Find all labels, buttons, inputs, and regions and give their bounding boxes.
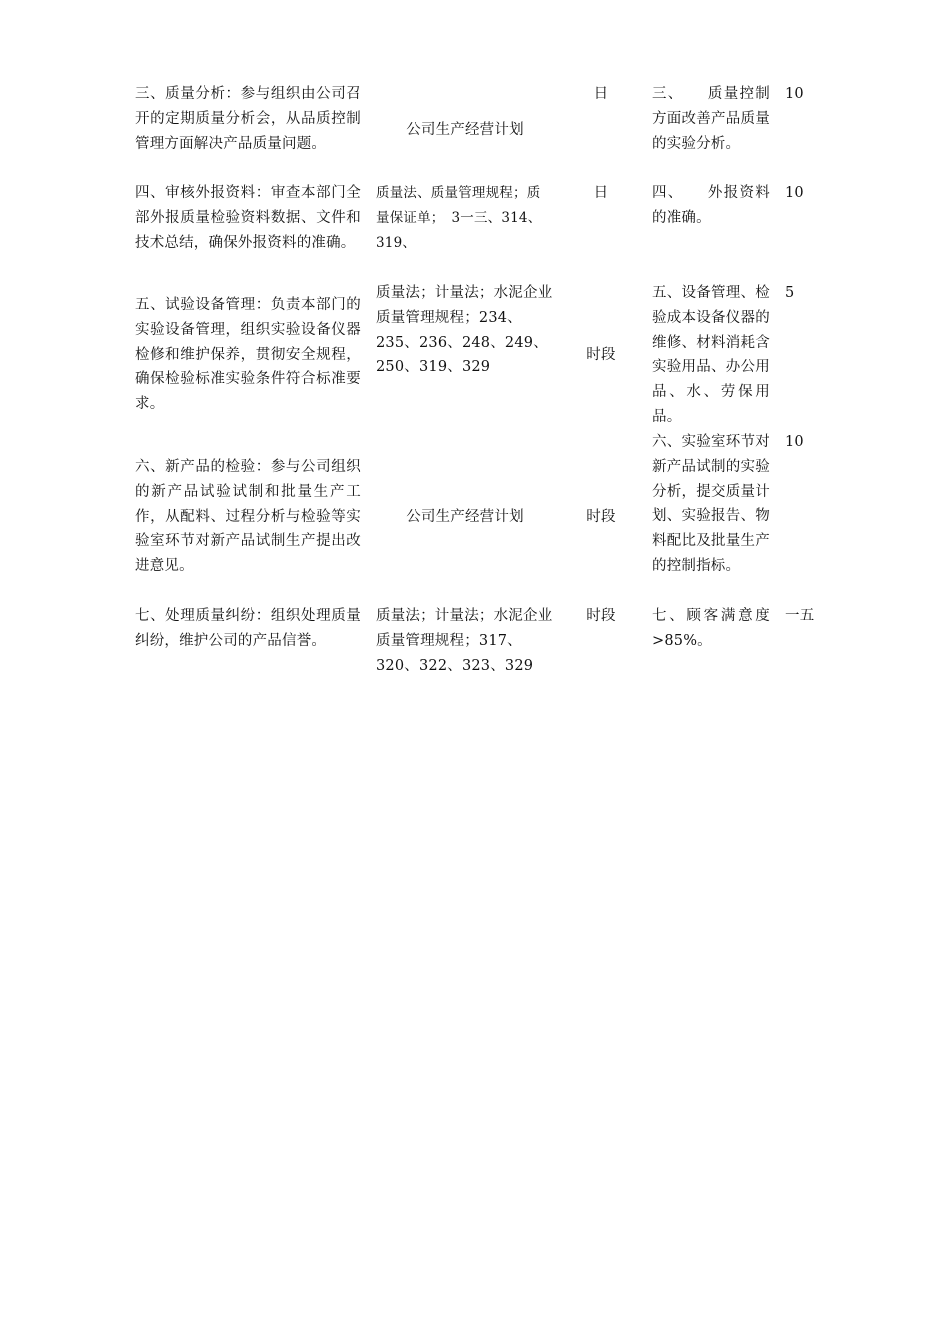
basis-cell [376, 181, 554, 255]
frequency-cell [576, 181, 626, 206]
frequency-cell [576, 82, 626, 107]
score-cell [785, 82, 845, 107]
frequency-cell [576, 505, 626, 530]
score-text: 10 [785, 434, 804, 450]
target-cell [652, 430, 770, 579]
duty-cell [135, 455, 361, 579]
frequency-text: 时段 [586, 347, 616, 363]
basis-cell [376, 281, 554, 380]
basis-text: 质量法、质量管理规程；质量保证单； 3一三、314、319、 [376, 185, 542, 251]
frequency-cell [576, 604, 626, 629]
basis-cell [376, 505, 554, 530]
score-text: 5 [785, 285, 795, 301]
score-cell [785, 430, 845, 455]
duty-text: 六、新产品的检验：参与公司组织的新产品试验试制和批量生产工作，从配料、过程分析与检验等实验室环节对新产品试制生产提出改进意见。 [135, 459, 361, 575]
target-text: 四、 外报资料的准确。 [652, 185, 770, 226]
target-text: 三、 质量控制方面改善产品质量的实验分析。 [652, 86, 770, 152]
basis-cell [376, 118, 554, 143]
score-text: 一五 [785, 608, 815, 624]
duty-cell [135, 82, 361, 156]
frequency-text: 时段 [586, 608, 616, 624]
score-cell [785, 604, 845, 629]
frequency-cell [576, 343, 626, 368]
basis-text: 质量法；计量法；水泥企业质量管理规程；317、320、322、323、329 [376, 608, 553, 674]
target-cell [652, 281, 770, 430]
basis-text: 公司生产经营计划 [406, 509, 524, 525]
basis-text: 质量法；计量法；水泥企业质量管理规程；234、235、236、248、249、250、319、329 [376, 285, 553, 376]
duty-cell [135, 181, 361, 255]
target-cell [652, 82, 770, 156]
frequency-text: 日 [593, 185, 609, 201]
duty-cell [135, 604, 361, 654]
target-cell [652, 604, 770, 654]
target-text: 七、顾客满意度>85%。 [652, 608, 770, 649]
duty-text: 四、审核外报资料：审查本部门全部外报质量检验资料数据、文件和技术总结，确保外报资料的准确。 [135, 185, 361, 251]
frequency-text: 日 [593, 86, 609, 102]
basis-cell [376, 604, 554, 678]
score-text: 10 [785, 86, 804, 102]
target-text: 六、实验室环节对新产品试制的实验分析，提交质量计划、实验报告、物料配比及批量生产的控制指标。 [652, 434, 770, 574]
frequency-text: 时段 [586, 509, 616, 525]
score-cell [785, 181, 845, 206]
duty-text: 三、质量分析：参与组织由公司召开的定期质量分析会，从品质控制管理方面解决产品质量问题。 [135, 86, 361, 152]
target-cell [652, 181, 770, 231]
duty-text: 五、试验设备管理：负责本部门的实验设备管理，组织实验设备仪器检修和维护保养，贯彻安全规程，确保检验标准实验条件符合标准要求。 [135, 297, 361, 413]
score-cell [785, 281, 845, 306]
score-text: 10 [785, 185, 804, 201]
duty-cell [135, 293, 361, 417]
target-text: 五、设备管理、检验成本设备仪器的维修、材料消耗含实验用品、办公用品、水、劳保用品。 [652, 285, 770, 425]
duty-text: 七、处理质量纠纷：组织处理质量纠纷，维护公司的产品信誉。 [135, 608, 361, 649]
basis-text: 公司生产经营计划 [406, 122, 524, 138]
